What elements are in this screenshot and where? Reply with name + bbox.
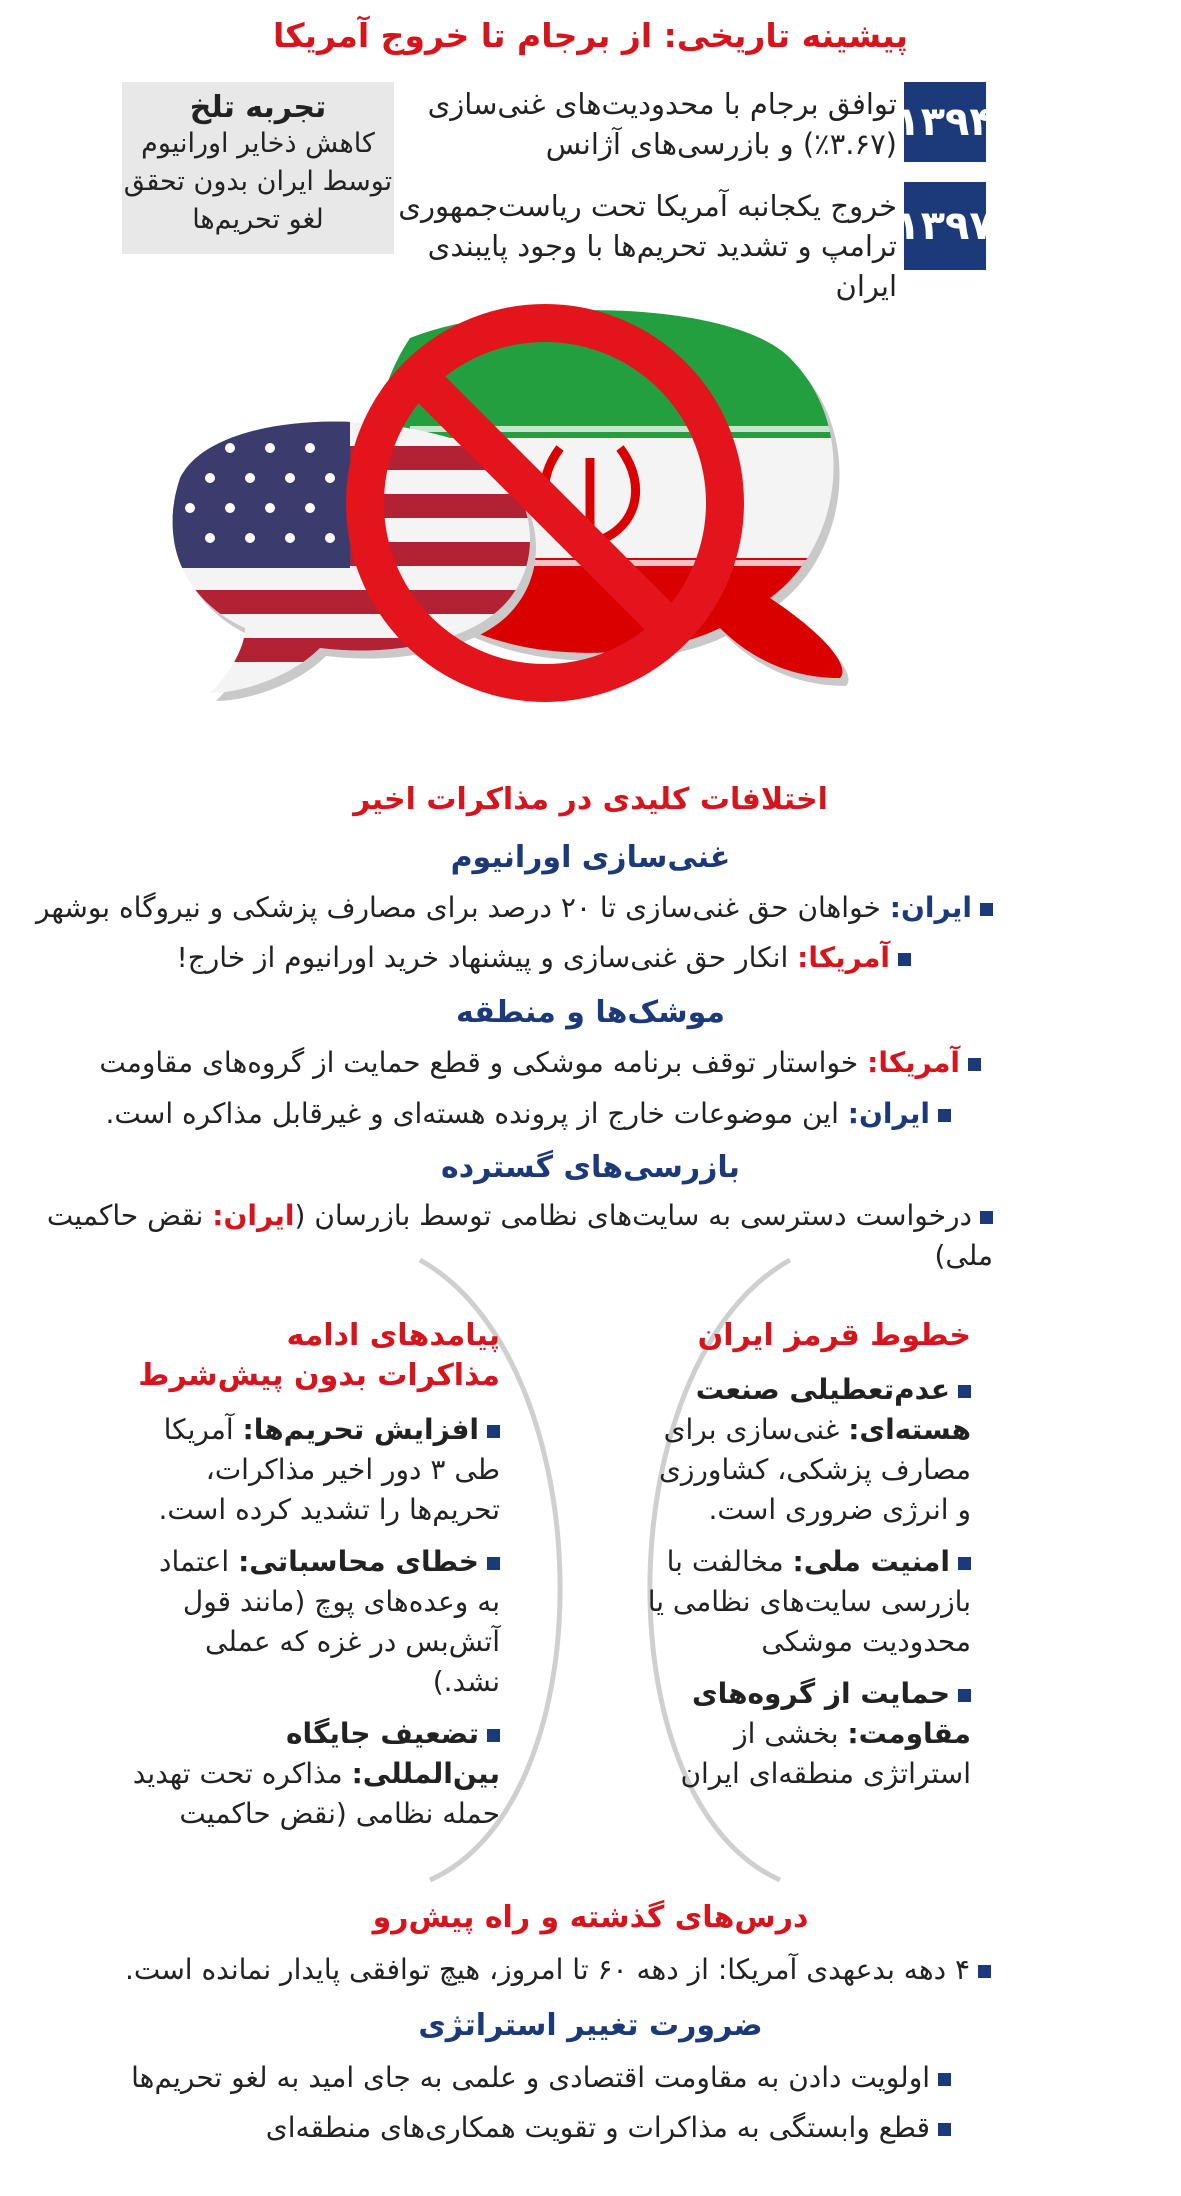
missiles-us-line: آمریکا: خواستار توقف برنامه موشکی و قطع حمایت از گروه‌های مقاومت [31, 1043, 981, 1083]
redline-item: حمایت از گروه‌های مقاومت: بخشی از استراتژی منطقه‌ای ایران [680, 1677, 971, 1790]
bullet-square-icon [958, 1689, 971, 1702]
flags-prohibition-illustration [150, 298, 930, 738]
bitter-experience-body: کاهش ذخایر اورانیوم توسط ایران بدون تحقق لغو تحریم‌ها [123, 128, 393, 235]
year-badge-1397: ۱۳۹۷ [904, 182, 986, 270]
strategy-subtitle: ضرورت تغییر استراتژی [418, 2008, 763, 2043]
bullet-square-icon [968, 1058, 981, 1071]
inspections-subtitle: بازرسی‌های گسترده [441, 1150, 740, 1185]
bullet-square-icon [938, 1109, 951, 1122]
consequence-item: افزایش تحریم‌ها: آمریکا طی ۳ دور اخیر مذاکرات، تحریم‌ها را تشدید کرده است. [158, 1413, 500, 1526]
consequences-column [130, 1316, 500, 1846]
consequence-item: تضعیف جایگاه بین‌المللی: مذاکره تحت تهدید حمله نظامی (نقض حاکمیت [132, 1717, 500, 1830]
lessons-line-3: قطع وابستگی به مذاکرات و تقویت همکاری‌های منطقه‌ای [31, 2108, 951, 2148]
bullet-square-icon [938, 2123, 951, 2136]
enrichment-iran-line: ایران: خواهان حق غنی‌سازی تا ۲۰ درصد برای مصارف پزشکی و نیروگاه بوشهر [33, 888, 993, 928]
lessons-line-2: اولویت دادن به مقاومت اقتصادی و علمی به جای امید به لغو تحریم‌ها [31, 2058, 951, 2098]
redline-item: عدم‌تعطیلی صنعت هسته‌ای: غنی‌سازی برای مصارف پزشکی، کشاورزی و انرژی ضروری است. [658, 1373, 971, 1526]
enrichment-subtitle: غنی‌سازی اورانیوم [450, 840, 731, 875]
bitter-experience-title: تجربه تلخ [189, 90, 327, 125]
bullet-square-icon [898, 953, 911, 966]
consequence-item: خطای محاسباتی: اعتماد به وعده‌های پوچ (مانند قول آتش‌بس در غزه که عملی نشد.) [159, 1545, 500, 1698]
lessons-line-1: ۴ دهه بدعهدی آمریکا: از دهه ۶۰ تا امروز، هیچ توافقی پایدار نمانده است. [31, 1950, 991, 1990]
page-title: پیشینه تاریخی: از برجام تا خروج آمریکا [272, 16, 909, 55]
enrichment-us-line: آمریکا: انکار حق غنی‌سازی و پیشنهاد خرید اورانیوم از خارج! [31, 938, 911, 978]
differences-title: اختلافات کلیدی در مذاکرات اخیر [353, 782, 828, 817]
redlines-title: خطوط قرمز ایران [697, 1318, 971, 1353]
missiles-subtitle: موشک‌ها و منطقه [455, 995, 726, 1030]
bitter-experience-box [122, 82, 394, 254]
redlines-column [641, 1316, 971, 1806]
bullet-square-icon [487, 1557, 500, 1570]
year-badge-1394: ۱۳۹۴ [904, 82, 986, 162]
inspections-line: درخواست دسترسی به سایت‌های نظامی توسط بازرسان (ایران: نقض حاکمیت ملی) [46, 1199, 993, 1272]
bullet-square-icon [958, 1385, 971, 1398]
bullet-square-icon [958, 1557, 971, 1570]
lessons-title: درس‌های گذشته و راه پیش‌رو [372, 1900, 809, 1935]
missiles-iran-line: ایران: این موضوعات خارج از پرونده هسته‌ای و غیرقابل مذاکره است. [31, 1094, 951, 1134]
bullet-square-icon [487, 1425, 500, 1438]
timeline-text-1397: خروج یکجانبه آمریکا تحت ریاست‌جمهوری ترامپ و تشدید تحریم‌ها با وجود پایبندی ایران [398, 189, 897, 303]
bullet-square-icon [487, 1729, 500, 1742]
bullet-square-icon [978, 1965, 991, 1978]
timeline-text-1394: توافق برجام با محدودیت‌های غنی‌سازی (۳.۶۷٪) و بازرسی‌های آژانس [427, 87, 897, 161]
bullet-square-icon [980, 903, 993, 916]
consequences-title: پیامدهای ادامه مذاکرات بدون پیش‌شرط [138, 1318, 500, 1393]
bullet-square-icon [980, 1211, 993, 1224]
redline-item: امنیت ملی: مخالفت با بازرسی سایت‌های نظامی یا محدودیت موشکی [647, 1545, 971, 1658]
bullet-square-icon [938, 2073, 951, 2086]
